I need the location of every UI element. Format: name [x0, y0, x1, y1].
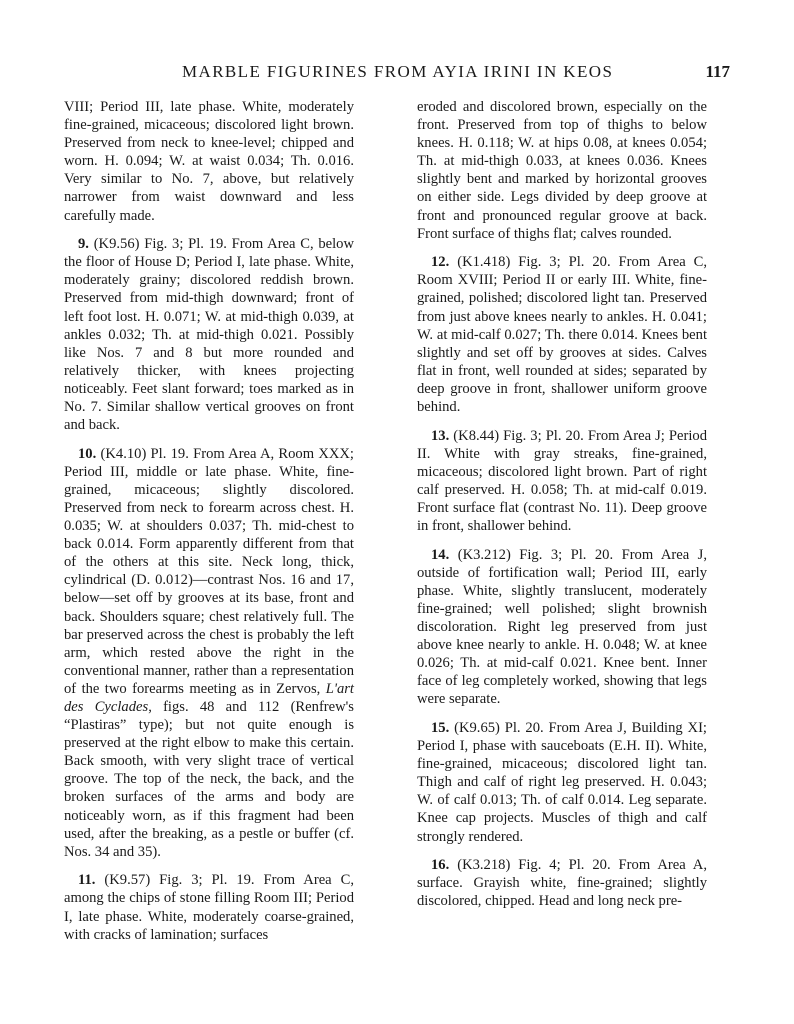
continuation-paragraph: VIII; Period III, late phase. White, moderately fine-grained, micaceous; discolored light brown. Preserved from neck to knee-level; chipped and worn. H. 0.094; W. at waist 0.034; Th. 0.016. Very similar to No. 7, above, but relatively narrower from waist downward and less carefully made.	[64, 99, 354, 224]
catalogue-entry-16	[417, 856, 707, 910]
entry-number: 9.	[78, 236, 89, 253]
catalogue-entry-9	[64, 235, 354, 434]
entry-number: 13.	[431, 427, 450, 444]
entry-text: (K3.218) Fig. 4; Pl. 20. From Area A, surface. Grayish white, fine-grained; slightly discolored, chipped. Head and long neck pre-	[417, 857, 707, 910]
catalogue-entry-10	[64, 445, 354, 861]
entry-number: 14.	[431, 546, 450, 563]
catalogue-entry-15	[417, 719, 707, 846]
catalogue-entry-11	[64, 871, 354, 943]
entry-text: (K9.56) Fig. 3; Pl. 19. From Area C, below the floor of House D; Period I, late phase. White, moderately grainy; discolored reddish brown. Preserved from mid-thigh downward; front of left foot lost. H. 0.071; W. at mid-thigh 0.039, at ankles 0.032; Th. at mid-thigh 0.021. Possibly like Nos. 7 and 8 but more rounded and relatively thicker, with knees projecting noticeably. Feet slant forward; toes marked as in No. 7. Similar shallow vertical grooves on front and back.	[64, 236, 354, 434]
catalogue-entry-13	[417, 427, 707, 536]
entry-text: (K4.10) Pl. 19. From Area A, Room XXX; Period III, middle or late phase. White, fine-grained, micaceous; slightly discolored. Preserved from neck to forearm across chest. H. 0.035; W. at shoulders 0.037; Th. mid-chest to back 0.014. Form apparently different from that of the others at this site. Neck long, thick, cylindrical (D. 0.012)—contrast Nos. 16 and 17, below—set off by grooves at its base, front and back. Shoulders square; chest relatively full. The bar preserved across the chest is probably the left arm, which rested above the right in the conventional manner, rather than a representation of the two forearms meeting as in Zervos,	[64, 445, 354, 697]
page-number: 117	[705, 62, 730, 81]
entry-number: 15.	[431, 720, 450, 736]
left-column	[64, 98, 354, 954]
entry-text: (K1.418) Fig. 3; Pl. 20. From Area C, Room XVIII; Period II or early III. White, fine-grained, polished; discolored light tan. Preserved from just above knees nearly to ankles. H. 0.041; W. at mid-calf 0.027; Th. there 0.014. Knees bent slightly and set off by grooves at sides. Calves flat in front, well rounded at sides; separated by deep groove in front, shallower uniform groove behind.	[417, 254, 707, 415]
catalogue-entry-12	[417, 253, 707, 416]
entry-text: (K9.65) Pl. 20. From Area J, Building XI; Period I, phase with sauceboats (E.H. II). White, fine-grained, micaceous; discolored light tan. Thigh and calf of right leg preserved. H. 0.043; W. of calf 0.013; Th. of calf 0.014. Leg separate. Knee cap projects. Muscles of thigh and calf strongly rendered.	[417, 720, 707, 845]
running-header	[64, 62, 730, 86]
entry-number: 12.	[431, 254, 450, 271]
entry-text: (K9.57) Fig. 3; Pl. 19. From Area C, among the chips of stone filling Room III; Period I, late phase. White, moderately coarse-grained, with cracks of lamination; surfaces	[64, 872, 355, 943]
entry-text: (K3.212) Fig. 3; Pl. 20. From Area J, outside of fortification wall; Period III, early phase. White, slightly translucent, moderately fine-grained; well polished; slight brownish discoloration. Right leg preserved from just above knee nearly to ankle. H. 0.048; W. at knee 0.026; Th. at mid-calf 0.021. Knee bent. Inner face of leg completely worked, showing that legs were separate.	[417, 546, 707, 708]
entry-text: (K8.44) Fig. 3; Pl. 20. From Area J; Period II. White with gray streaks, fine-grained, micaceous; discolored light brown. Part of right calf preserved. H. 0.058; Th. at mid-calf 0.019. Front surface flat (contrast No. 11). Deep groove in front, shallower behind.	[417, 427, 707, 535]
entry-number: 10.	[78, 445, 97, 462]
catalogue-entry-14	[417, 546, 707, 709]
entry-number: 11.	[78, 872, 96, 889]
right-column	[417, 98, 707, 921]
entry-text-continued: , figs. 48 and 112 (Renfrew's “Plastiras” type); but not quite enough is preserved at the right elbow to make this certain. Back smooth, with very slight trace of vertical groove. The top of the neck, the back, and the broken surfaces of the arms and body are noticeably worn, as if this fragment had been used, after the breaking, as a pestle or buffer (cf. Nos. 34 and 35).	[64, 699, 354, 860]
running-title: MARBLE FIGURINES FROM AYIA IRINI IN KEOS	[182, 62, 614, 81]
entry-number: 16.	[431, 857, 450, 874]
continuation-paragraph: eroded and discolored brown, especially on the front. Preserved from top of thighs to below knees. H. 0.118; W. at hips 0.08, at knees 0.054; Th. at mid-thigh 0.033, at knees 0.036. Knees slightly bent and marked by horizontal grooves on either side. Legs divided by deep groove at front and pronounced regular groove at back. Front surface of thighs flat; calves rounded.	[417, 99, 707, 242]
book-title: L'art des Cyclades	[64, 680, 354, 715]
